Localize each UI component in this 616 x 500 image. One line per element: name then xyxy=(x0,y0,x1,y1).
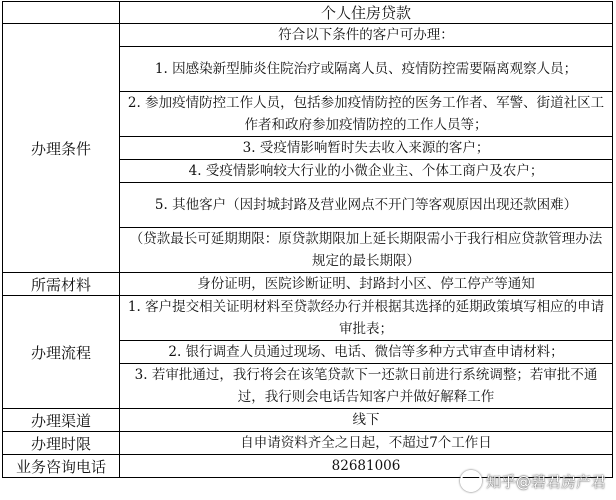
process-item: 2. 银行调查人员通过现场、电话、微信等多种方式审查申请材料； xyxy=(120,341,613,364)
channel-label: 办理渠道 xyxy=(3,409,120,432)
conditions-intro: 符合以下条件的客户可办理： xyxy=(120,24,613,47)
hotline-number: 82681006 xyxy=(120,455,613,478)
condition-item: 3. 受疫情影响暂时失去收入来源的客户； xyxy=(120,137,613,160)
condition-item: 5. 其他客户（因封城封路及营业网点不开门等客观原因出现还款困难） xyxy=(120,183,613,228)
condition-item: 4. 受疫情影响较大行业的小微企业主、个体工商户及农户； xyxy=(120,160,613,183)
zhihu-logo-icon xyxy=(460,470,482,492)
materials-text: 身份证明，医院诊断证明、封路封小区、停工停产等通知 xyxy=(120,273,613,296)
condition-item: 2. 参加疫情防控工作人员，包括参加疫情防控的医务工作者、军警、街道社区工作者和政府参加疫情防控的工作人员等； xyxy=(120,92,613,137)
loan-table xyxy=(2,1,613,478)
process-item: 3. 若审批通过，我行将会在该笔贷款下一还款日前进行系统调整；若审批不通过，我行则会电话告知客户并做好解释工作 xyxy=(120,364,613,409)
condition-item: 1. 因感染新型肺炎住院治疗或隔离人员、疫情防控需要隔离观察人员； xyxy=(120,47,613,92)
process-label: 办理流程 xyxy=(3,296,120,409)
hotline-label: 业务咨询电话 xyxy=(3,455,120,478)
watermark xyxy=(460,470,606,492)
table-title: 个人住房贷款 xyxy=(120,2,613,24)
process-item: 1. 客户提交相关证明材料至贷款经办行并根据其选择的延期政策填写相应的申请审批表； xyxy=(120,296,613,341)
conditions-label: 办理条件 xyxy=(3,24,120,273)
watermark-text: 知乎@碧君房产君 xyxy=(485,472,606,491)
corner-cell xyxy=(3,2,120,24)
conditions-note: （贷款最长可延期期限：原贷款期限加上延长期限需小于我行相应贷款管理办法规定的最长期限） xyxy=(120,228,613,273)
time-limit-label: 办理时限 xyxy=(3,432,120,455)
channel-text: 线下 xyxy=(120,409,613,432)
time-limit-text: 自申请资料齐全之日起，不超过7个工作日 xyxy=(120,432,613,455)
materials-label: 所需材料 xyxy=(3,273,120,296)
